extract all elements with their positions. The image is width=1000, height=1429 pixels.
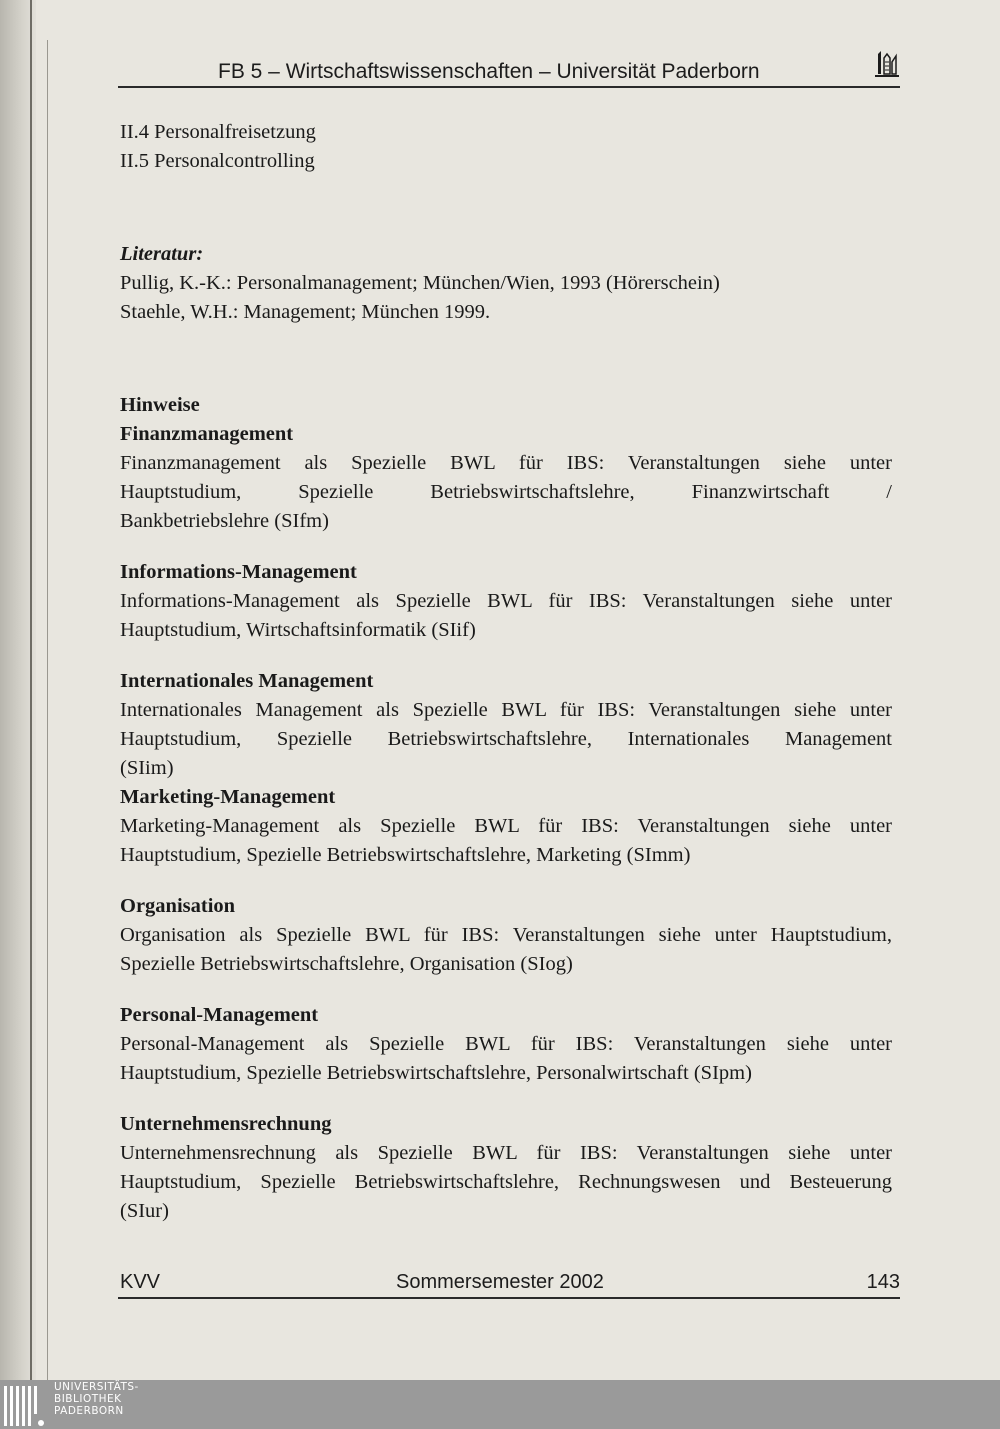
library-badge-line: BIBLIOTHEK [54, 1393, 122, 1405]
page-edge-line [47, 40, 48, 1380]
section-title-internationales-management: Internationales Management [120, 670, 374, 692]
library-badge-line: UNIVERSITÄTS- [54, 1381, 139, 1393]
header-title: FB 5 – Wirtschaftswissenschaften – Universität Paderborn [218, 60, 760, 83]
literature-reference: Staehle, W.H.: Management; München 1999. [120, 301, 491, 323]
section-text-line: Organisation als Spezielle BWL für IBS: Veranstaltungen siehe unter Hauptstudium, [120, 924, 892, 946]
library-badge-strip [0, 1380, 1000, 1429]
section-text-line: Personal-Management als Spezielle BWL für IBS: Veranstaltungen siehe unter [120, 1033, 892, 1055]
page-footer [118, 1271, 900, 1299]
library-barcode-icon [4, 1386, 44, 1426]
section-text-line: Internationales Management als Spezielle BWL für IBS: Veranstaltungen siehe unter [120, 699, 892, 721]
section-text-line: (SIur) [120, 1200, 169, 1222]
outline-item: II.4 Personalfreisetzung [120, 121, 316, 143]
library-badge-text [54, 1381, 139, 1417]
section-text-line: Unternehmensrechnung als Spezielle BWL für IBS: Veranstaltungen siehe unter [120, 1142, 892, 1164]
section-text-line: Hauptstudium, Spezielle Betriebswirtschaftslehre, Internationales Management [120, 728, 892, 750]
section-title-organisation: Organisation [120, 895, 236, 917]
section-title-finanzmanagement: Finanzmanagement [120, 423, 294, 445]
spine-edge-line [30, 0, 32, 1380]
section-text-line: Hauptstudium, Spezielle Betriebswirtschaftslehre, Personalwirtschaft (SIpm) [120, 1062, 752, 1084]
footer-semester: Sommersemester 2002 [396, 1271, 604, 1293]
section-text-line: Hauptstudium, Spezielle Betriebswirtschaftslehre, Rechnungswesen und Besteuerung [120, 1171, 892, 1193]
section-text-line: Bankbetriebslehre (SIfm) [120, 510, 329, 532]
section-title-unternehmensrechnung: Unternehmensrechnung [120, 1113, 332, 1135]
university-paderborn-logo-icon [874, 48, 900, 78]
page-content [120, 118, 892, 1226]
literature-reference: Pullig, K.-K.: Personalmanagement; München/Wien, 1993 (Hörerschein) [120, 272, 720, 294]
section-title-marketing-management: Marketing-Management [120, 786, 336, 808]
section-text-line: Spezielle Betriebswirtschaftslehre, Organisation (SIog) [120, 953, 573, 975]
section-text-line: Marketing-Management als Spezielle BWL für IBS: Veranstaltungen siehe unter [120, 815, 892, 837]
section-text-line: Hauptstudium, Spezielle Betriebswirtschaftslehre, Marketing (SImm) [120, 844, 691, 866]
section-text-line: Informations-Management als Spezielle BWL für IBS: Veranstaltungen siehe unter [120, 590, 892, 612]
footer-kvv: KVV [120, 1271, 161, 1293]
hinweise-heading: Hinweise [120, 394, 200, 416]
page-number: 143 [866, 1271, 900, 1293]
section-text-line: Hauptstudium, Spezielle Betriebswirtschaftslehre, Finanzwirtschaft / [120, 481, 892, 503]
section-text-line: Hauptstudium, Wirtschaftsinformatik (SIif) [120, 619, 476, 641]
outline-item: II.5 Personalcontrolling [120, 150, 315, 172]
section-title-personal-management: Personal-Management [120, 1004, 319, 1026]
literatur-heading: Literatur: [120, 243, 204, 265]
library-badge-line: PADERBORN [54, 1405, 124, 1417]
section-text-line: Finanzmanagement als Spezielle BWL für IBS: Veranstaltungen siehe unter [120, 452, 892, 474]
section-title-informations-management: Informations-Management [120, 561, 357, 583]
page-header [118, 58, 900, 88]
section-text-line: (SIim) [120, 757, 174, 779]
